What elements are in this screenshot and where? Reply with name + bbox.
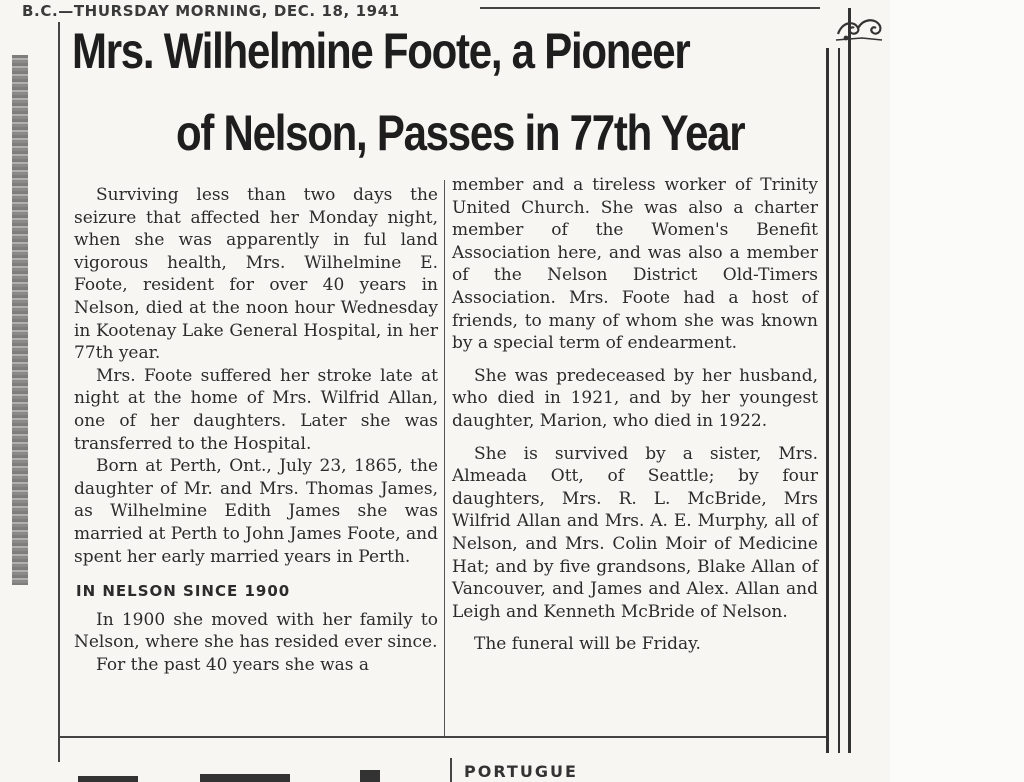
headline-line-1: Mrs. Wilhelmine Foote, a Pioneer [72,23,690,79]
paragraph: Surviving less than two days the seizure that affected her Monday night, when she was apparently in ful land vigorous health, Mrs. Wilhelmine E. Foote, resident for over 40 years in Nelson, died at the noon hour Wednesday in Kootenay Lake General Hospital, in her 77th year. [74,185,438,364]
paragraph: The funeral will be Friday. [474,634,701,655]
paragraph: member and a tireless worker of Trinity United Church. She was also a charter member of the Women's Benefit Association here, and was also a member of the Nelson District Old-Timers Association. Mrs. Foote had a host of friends, to many of whom she was known by a special term of endearment. [452,175,818,354]
left-border-rule [58,22,60,762]
dateline-rule [480,7,820,9]
paragraph: She was predeceased by her husband, who died in 1921, and by her youngest daughter, Marion, who died in 1922. [452,365,818,431]
section-subhead: IN NELSON SINCE 1900 [76,582,291,601]
article-column-1 [74,184,438,744]
next-article-headline-fragment: PORTUGUE [464,762,578,781]
column-divider [444,180,445,736]
right-border-rules [826,8,856,753]
paragraph: For the past 40 years she was a [96,654,370,675]
paragraph: Born at Perth, Ont., July 23, 1865, the daughter of Mr. and Mrs. Thomas James, as Wilhelmine Edith James she was married at Perth to John James Foote, and spent her early married years in Perth. [74,456,438,567]
paragraph: In 1900 she moved with her family to Nelson, where she has resided ever since. [74,609,438,653]
bottom-rule [60,736,826,738]
dateline: B.C.—THURSDAY MORNING, DEC. 18, 1941 [22,2,400,20]
next-article-strip [60,748,860,782]
paragraph: Mrs. Foote suffered her stroke late at night at the home of Mrs. Wilfrid Allan, one of her daughters. Later she was transferred to the Hospital. [74,365,438,454]
scan-edge-smudge [12,55,28,585]
paragraph: She is survived by a sister, Mrs. Almeada Ott, of Seattle; by four daughters, Mrs. R. L. McBride, Mrs Wilfrid Allan and Mrs. A. E. Murphy, all of Nelson, and Mrs. Colin Moir of Medicine Hat; and by five grandsons, Blake Allan of Vancouver, and James and Alex. Allan and Leigh and Kenneth McBride of Nelson. [452,443,818,622]
scroll-ornament-icon [832,14,888,46]
headline-line-2: of Nelson, Passes in 77th Year [176,105,745,161]
article-column-2 [452,174,818,734]
headline [68,22,820,182]
